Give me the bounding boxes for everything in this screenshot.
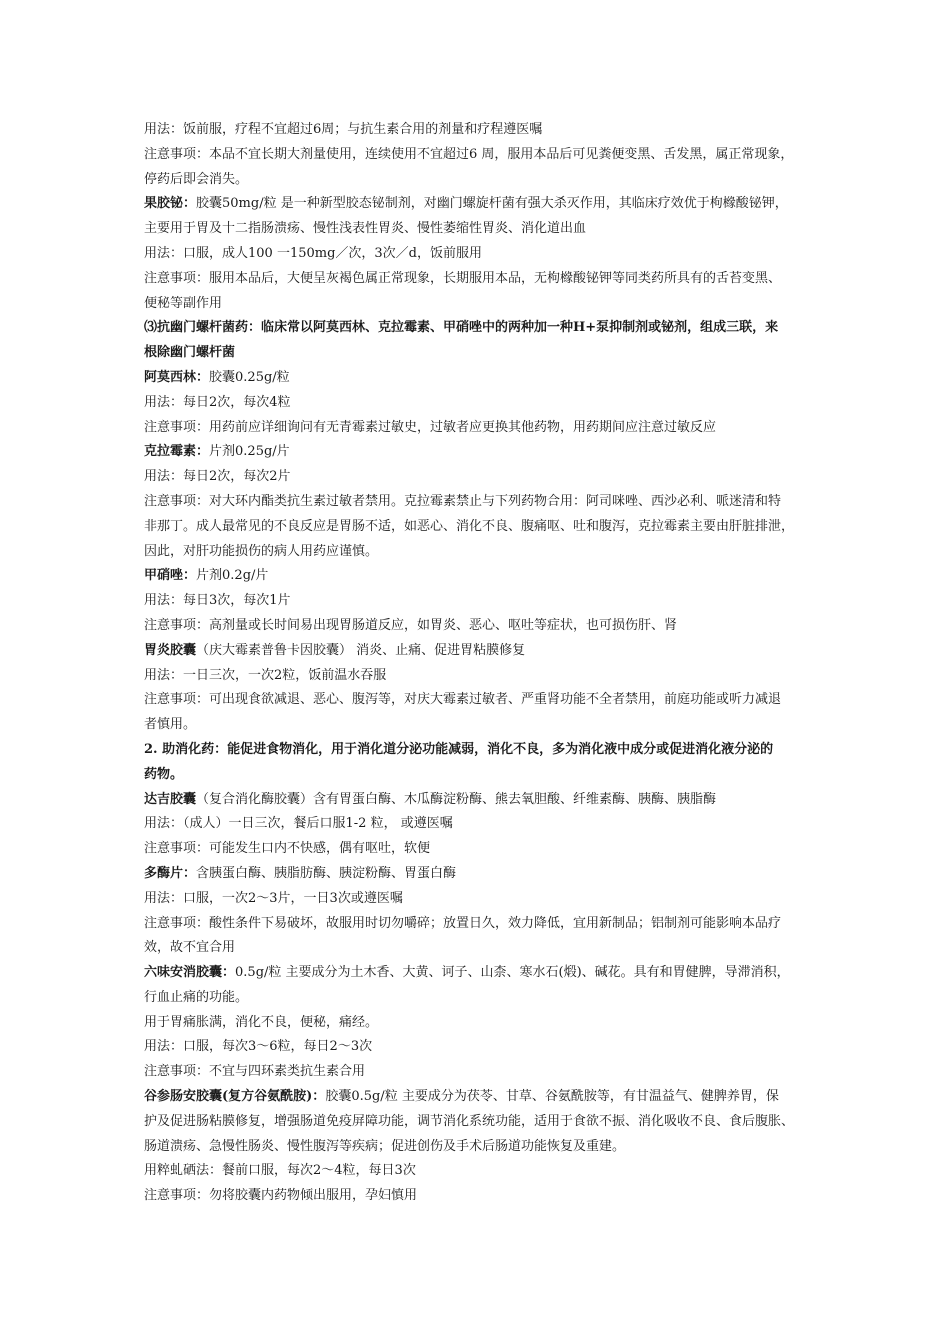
text-line — [144, 217, 812, 242]
text-line — [144, 168, 812, 193]
line-text: 用法：口服，一次2～3片，一日3次或遵医嘱 — [144, 890, 403, 906]
text-line — [144, 936, 812, 961]
line-text: 用法：口服，成人100 一150mg／次，3次／d，饭前服用 — [144, 245, 483, 261]
text-line — [144, 1011, 812, 1036]
drug-name: 胃炎胶囊 — [144, 642, 197, 658]
text-line — [144, 341, 812, 366]
line-text: 者慎用。 — [144, 717, 197, 733]
line-text: （庆大霉素普鲁卡因胶囊） 消炎、止痛、促进胃粘膜修复 — [196, 642, 526, 658]
line-text: 用法：饭前服，疗程不宜超过6周；与抗生素合用的剂量和疗程遵医嘱 — [144, 122, 543, 137]
text-line — [144, 1060, 812, 1085]
text-line — [144, 837, 812, 862]
line-text: 注意事项：可能发生口内不快感，偶有呕吐，软便 — [144, 841, 431, 857]
line-text: 用于胃痛胀满，消化不良，便秘，痛经。 — [144, 1014, 379, 1030]
text-line — [144, 788, 812, 813]
line-text: 注意事项：对大环内酯类抗生素过敏者禁用。克拉霉素禁止与下列药物合用：阿司咪唑、西沙必利、哌迷清和特 — [144, 493, 782, 509]
drug-name: 谷参肠安胶囊(复方谷氨酰胺)： — [144, 1089, 326, 1105]
line-text: 注意事项：服用本品后，大便呈灰褐色属正常现象，长期服用本品，无枸橼酸铋钾等同类药所具有的舌苔变黑、 — [144, 270, 782, 286]
text-line — [144, 986, 812, 1011]
line-text: 用法：口服，每次3～6粒，每日2～3次 — [144, 1039, 373, 1055]
line-text: 便秘等副作用 — [144, 295, 223, 311]
text-line — [144, 267, 812, 292]
text-line — [144, 366, 812, 391]
text-line — [144, 242, 812, 267]
text-line — [144, 192, 812, 217]
text-line — [144, 118, 812, 143]
text-line — [144, 465, 812, 490]
drug-name: 果胶铋： — [144, 196, 197, 212]
line-text: 用法：（成人）一日三次，餐后口服1-2 粒， 或遵医嘱 — [144, 816, 453, 832]
text-line — [144, 416, 812, 441]
text-line — [144, 490, 812, 515]
text-line — [144, 862, 812, 887]
line-text: 胶囊0.25g/粒 — [209, 369, 290, 385]
text-line — [144, 961, 812, 986]
line-text: 0.5g/粒 主要成分为土木香、大黄、诃子、山柰、寒水石(煅)、碱花。具有和胃健脾，导滞消积， — [235, 965, 790, 981]
line-text: 含胰蛋白酶、胰脂肪酶、胰淀粉酶、胃蛋白酶 — [196, 865, 457, 881]
line-text: 停药后即会消失。 — [144, 171, 249, 187]
line-text: 胶囊0.5g/粒 主要成分为茯苓、甘草、谷氨酰胺等，有甘温益气、健脾养胃，保 — [325, 1089, 779, 1105]
text-line — [144, 887, 812, 912]
text-line — [144, 738, 812, 763]
line-text: 片剂0.25g/片 — [209, 444, 290, 460]
text-line — [144, 1085, 812, 1110]
document-page — [144, 118, 812, 1209]
line-text: 肠道溃疡、急慢性肠炎、慢性腹泻等疾病；促进创伤及手术后肠道功能恢复及重建。 — [144, 1138, 626, 1154]
line-text: 注意事项：酸性条件下易破坏，故服用时切勿嚼碎；放置日久，效力降低，宜用新制品；铝制剂可能影响本品疗 — [144, 915, 782, 931]
text-line — [144, 1184, 812, 1209]
line-text: 注意事项：勿将胶囊内药物倾出服用，孕妇慎用 — [144, 1188, 418, 1204]
text-line — [144, 812, 812, 837]
text-line — [144, 515, 812, 540]
drug-name: 多酶片： — [144, 865, 197, 881]
drug-name: 六味安消胶囊： — [144, 965, 236, 981]
line-text: 注意事项：不宜与四环素类抗生素合用 — [144, 1064, 366, 1080]
text-line — [144, 1035, 812, 1060]
line-text: 用法：每日3次，每次1片 — [144, 593, 291, 609]
line-text: 2. 助消化药：能促进食物消化，用于消化道分泌功能减弱，消化不良，多为消化液中成分或促进消化液分泌的 — [144, 741, 774, 757]
text-line — [144, 639, 812, 664]
line-text: 注意事项：可出现食欲减退、恶心、腹泻等，对庆大霉素过敏者、严重肾功能不全者禁用，前庭功能或听力减退 — [144, 692, 782, 708]
line-text: （复合消化酶胶囊）含有胃蛋白酶、木瓜酶淀粉酶、熊去氧胆酸、纤维素酶、胰酶、胰脂酶 — [196, 791, 717, 807]
line-text: 注意事项：高剂量或长时间易出现胃肠道反应，如胃炎、恶心、呕吐等症状，也可损伤肝、肾 — [144, 617, 678, 633]
drug-name: 达吉胶囊 — [144, 791, 197, 807]
drug-name: 甲硝唑： — [144, 568, 197, 584]
text-line — [144, 391, 812, 416]
line-text: 用法：一日三次，一次2粒，饭前温水吞服 — [144, 667, 387, 683]
text-line — [144, 1159, 812, 1184]
text-line — [144, 316, 812, 341]
line-text: 根除幽门螺杆菌 — [144, 345, 236, 361]
text-line — [144, 763, 812, 788]
text-line — [144, 292, 812, 317]
line-text: ⑶抗幽门螺杆菌药：临床常以阿莫西林、克拉霉素、甲硝唑中的两种加一种H+泵抑制剂或铋剂，组成三联，来 — [144, 320, 779, 336]
line-text: 效，故不宜合用 — [144, 940, 236, 956]
line-text: 护及促进肠粘膜修复，增强肠道免疫屏障功能，调节消化系统功能，适用于食欲不振、消化吸收不良、食后腹胀、 — [144, 1113, 795, 1129]
text-line — [144, 540, 812, 565]
line-text: 注意事项：本品不宜长期大剂量使用，连续使用不宜超过6 周，服用本品后可见粪便变黑、舌发黑，属正常现象， — [144, 146, 794, 162]
line-text: 药物。 — [144, 766, 184, 782]
text-line — [144, 564, 812, 589]
drug-name: 阿莫西林： — [144, 369, 210, 385]
line-text: 用法：每日2次，每次4粒 — [144, 394, 291, 410]
text-line — [144, 440, 812, 465]
line-text: 行血止痛的功能。 — [144, 989, 249, 1005]
text-line — [144, 713, 812, 738]
drug-name: 克拉霉素： — [144, 444, 210, 460]
text-line — [144, 1135, 812, 1160]
text-line — [144, 688, 812, 713]
line-text: 片剂0.2g/片 — [196, 568, 269, 584]
line-text: 用粹虬硒法：餐前口服，每次2～4粒，每日3次 — [144, 1163, 416, 1179]
line-text: 主要用于胃及十二指肠溃疡、慢性浅表性胃炎、慢性萎缩性胃炎、消化道出血 — [144, 221, 587, 237]
text-line — [144, 664, 812, 689]
text-line — [144, 1110, 812, 1135]
text-line — [144, 614, 812, 639]
line-text: 注意事项：用药前应详细询问有无青霉素过敏史，过敏者应更换其他药物，用药期间应注意过敏反应 — [144, 419, 717, 435]
text-line — [144, 589, 812, 614]
line-text: 用法：每日2次，每次2片 — [144, 469, 291, 485]
line-text: 非那丁。成人最常见的不良反应是胃肠不适，如恶心、消化不良、腹痛呕、吐和腹泻，克拉霉素主要由肝脏排泄， — [144, 518, 795, 534]
text-line — [144, 912, 812, 937]
line-text: 因此，对肝功能损伤的病人用药应谨慎。 — [144, 543, 379, 559]
text-line — [144, 143, 812, 168]
line-text: 胶囊50mg/粒 是一种新型胶态铋制剂，对幽门螺旋杆菌有强大杀灭作用，其临床疗效优于枸橼酸铋钾， — [196, 196, 788, 212]
